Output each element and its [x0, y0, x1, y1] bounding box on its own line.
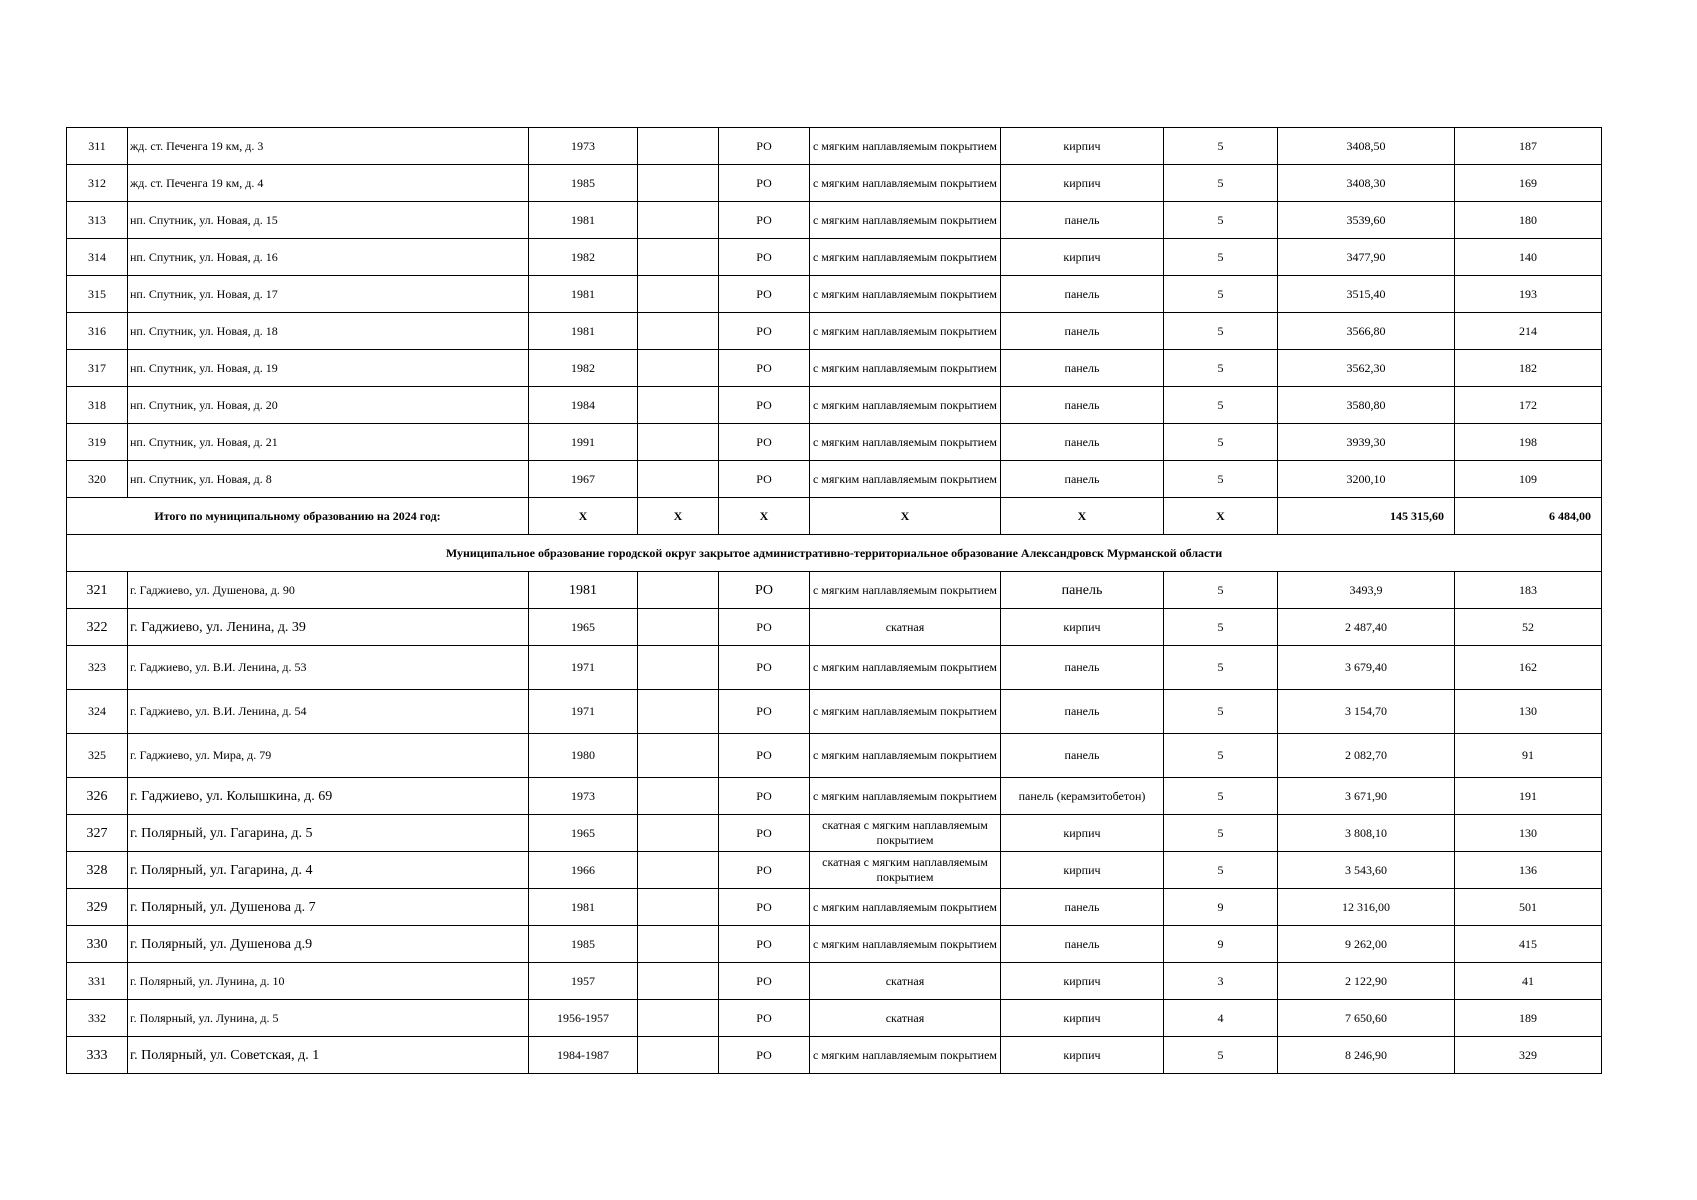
year-cell: 1981 [529, 313, 638, 350]
table-row [67, 609, 1602, 646]
roof-type-cell: с мягким наплавляемым покрытием [810, 202, 1001, 239]
table-row [67, 276, 1602, 313]
ownership-cell: РО [719, 778, 810, 815]
empty-cell [638, 609, 719, 646]
table-row [67, 778, 1602, 815]
area-cell: 3200,10 [1278, 461, 1455, 498]
table-row [67, 165, 1602, 202]
wall-material-cell: панель [1001, 572, 1164, 609]
row-number-cell: 332 [67, 1000, 128, 1037]
total-roof-cell: X [810, 498, 1001, 535]
row-number-cell: 316 [67, 313, 128, 350]
area-cell: 2 082,70 [1278, 734, 1455, 778]
year-cell: 1981 [529, 276, 638, 313]
total-label: Итого по муниципальному образованию на 2024 год: [67, 498, 529, 535]
year-cell: 1965 [529, 815, 638, 852]
table-row [67, 461, 1602, 498]
wall-material-cell: кирпич [1001, 852, 1164, 889]
residents-cell: 41 [1455, 963, 1602, 1000]
address-cell: нп. Спутник, ул. Новая, д. 21 [128, 424, 529, 461]
table-row [67, 815, 1602, 852]
address-cell: г. Полярный, ул. Гагарина, д. 5 [128, 815, 529, 852]
row-number-cell: 325 [67, 734, 128, 778]
ownership-cell: РО [719, 313, 810, 350]
floors-cell: 5 [1164, 815, 1278, 852]
address-cell: нп. Спутник, ул. Новая, д. 16 [128, 239, 529, 276]
wall-material-cell: панель [1001, 276, 1164, 313]
empty-cell [638, 350, 719, 387]
empty-cell [638, 239, 719, 276]
address-cell: г. Полярный, ул. Советская, д. 1 [128, 1037, 529, 1074]
table-row [67, 239, 1602, 276]
ownership-cell: РО [719, 734, 810, 778]
area-cell: 3 154,70 [1278, 690, 1455, 734]
year-cell: 1973 [529, 778, 638, 815]
empty-cell [638, 572, 719, 609]
roof-type-cell: с мягким наплавляемым покрытием [810, 350, 1001, 387]
year-cell: 1965 [529, 609, 638, 646]
roof-type-cell: с мягким наплавляемым покрытием [810, 572, 1001, 609]
roof-type-cell: с мягким наплавляемым покрытием [810, 690, 1001, 734]
table-row [67, 889, 1602, 926]
row-number-cell: 326 [67, 778, 128, 815]
table-row [67, 424, 1602, 461]
residents-cell: 189 [1455, 1000, 1602, 1037]
residents-cell: 182 [1455, 350, 1602, 387]
table-row [67, 926, 1602, 963]
roof-type-cell: с мягким наплавляемым покрытием [810, 165, 1001, 202]
wall-material-cell: кирпич [1001, 128, 1164, 165]
section-title: Муниципальное образование городской округ закрытое административно-территориальное образование Александровск Мурманской области [67, 535, 1602, 572]
ownership-cell: РО [719, 926, 810, 963]
total-area-cell: 145 315,60 [1278, 498, 1455, 535]
wall-material-cell: кирпич [1001, 165, 1164, 202]
empty-cell [638, 778, 719, 815]
roof-type-cell: с мягким наплавляемым покрытием [810, 734, 1001, 778]
floors-cell: 5 [1164, 572, 1278, 609]
table-total-section [67, 498, 1602, 572]
empty-cell [638, 424, 719, 461]
table-row [67, 646, 1602, 690]
year-cell: 1982 [529, 350, 638, 387]
empty-cell [638, 734, 719, 778]
table-row [67, 313, 1602, 350]
row-number-cell: 313 [67, 202, 128, 239]
address-cell: г. Полярный, ул. Лунина, д. 10 [128, 963, 529, 1000]
roof-type-cell: скатная с мягким наплавляемым покрытием [810, 815, 1001, 852]
address-cell: г. Полярный, ул. Гагарина, д. 4 [128, 852, 529, 889]
wall-material-cell: панель [1001, 646, 1164, 690]
ownership-cell: РО [719, 815, 810, 852]
residents-cell: 130 [1455, 690, 1602, 734]
year-cell: 1984-1987 [529, 1037, 638, 1074]
wall-material-cell: панель [1001, 734, 1164, 778]
table-row [67, 572, 1602, 609]
year-cell: 1981 [529, 889, 638, 926]
year-cell: 1980 [529, 734, 638, 778]
floors-cell: 5 [1164, 165, 1278, 202]
roof-type-cell: с мягким наплавляемым покрытием [810, 461, 1001, 498]
year-cell: 1967 [529, 461, 638, 498]
roof-type-cell: с мягким наплавляемым покрытием [810, 1037, 1001, 1074]
address-cell: г. Полярный, ул. Лунина, д. 5 [128, 1000, 529, 1037]
wall-material-cell: панель [1001, 461, 1164, 498]
empty-cell [638, 963, 719, 1000]
roof-type-cell: с мягким наплавляемым покрытием [810, 889, 1001, 926]
row-number-cell: 312 [67, 165, 128, 202]
address-cell: нп. Спутник, ул. Новая, д. 17 [128, 276, 529, 313]
row-number-cell: 311 [67, 128, 128, 165]
wall-material-cell: кирпич [1001, 1000, 1164, 1037]
empty-cell [638, 387, 719, 424]
wall-material-cell: кирпич [1001, 963, 1164, 1000]
ownership-cell: РО [719, 609, 810, 646]
total-wall-cell: X [1001, 498, 1164, 535]
row-number-cell: 317 [67, 350, 128, 387]
housing-register-table [66, 127, 1602, 1074]
row-number-cell: 320 [67, 461, 128, 498]
row-number-cell: 314 [67, 239, 128, 276]
row-number-cell: 322 [67, 609, 128, 646]
ownership-cell: РО [719, 690, 810, 734]
empty-cell [638, 926, 719, 963]
empty-cell [638, 128, 719, 165]
empty-cell [638, 646, 719, 690]
empty-cell [638, 815, 719, 852]
residents-cell: 187 [1455, 128, 1602, 165]
area-cell: 8 246,90 [1278, 1037, 1455, 1074]
ownership-cell: РО [719, 461, 810, 498]
empty-cell [638, 852, 719, 889]
ownership-cell: РО [719, 852, 810, 889]
floors-cell: 4 [1164, 1000, 1278, 1037]
residents-cell: 162 [1455, 646, 1602, 690]
year-cell: 1984 [529, 387, 638, 424]
empty-cell [638, 313, 719, 350]
area-cell: 3562,30 [1278, 350, 1455, 387]
table-section-part-1 [67, 128, 1602, 498]
floors-cell: 9 [1164, 926, 1278, 963]
roof-type-cell: с мягким наплавляемым покрытием [810, 424, 1001, 461]
floors-cell: 5 [1164, 239, 1278, 276]
residents-cell: 130 [1455, 815, 1602, 852]
row-number-cell: 315 [67, 276, 128, 313]
floors-cell: 5 [1164, 350, 1278, 387]
area-cell: 3580,80 [1278, 387, 1455, 424]
empty-cell [638, 202, 719, 239]
floors-cell: 5 [1164, 778, 1278, 815]
wall-material-cell: панель [1001, 202, 1164, 239]
floors-cell: 5 [1164, 461, 1278, 498]
wall-material-cell: панель [1001, 313, 1164, 350]
floors-cell: 5 [1164, 609, 1278, 646]
roof-type-cell: с мягким наплавляемым покрытием [810, 276, 1001, 313]
residents-cell: 169 [1455, 165, 1602, 202]
residents-cell: 415 [1455, 926, 1602, 963]
area-cell: 3 808,10 [1278, 815, 1455, 852]
year-cell: 1971 [529, 690, 638, 734]
roof-type-cell: скатная [810, 609, 1001, 646]
total-blank-cell: X [638, 498, 719, 535]
section-header-row [67, 535, 1602, 572]
empty-cell [638, 461, 719, 498]
year-cell: 1971 [529, 646, 638, 690]
floors-cell: 5 [1164, 202, 1278, 239]
row-number-cell: 328 [67, 852, 128, 889]
row-number-cell: 319 [67, 424, 128, 461]
ownership-cell: РО [719, 276, 810, 313]
floors-cell: 5 [1164, 646, 1278, 690]
area-cell: 2 487,40 [1278, 609, 1455, 646]
residents-cell: 501 [1455, 889, 1602, 926]
residents-cell: 193 [1455, 276, 1602, 313]
row-number-cell: 318 [67, 387, 128, 424]
wall-material-cell: кирпич [1001, 1037, 1164, 1074]
table-row [67, 128, 1602, 165]
floors-cell: 5 [1164, 128, 1278, 165]
year-cell: 1985 [529, 165, 638, 202]
floors-cell: 9 [1164, 889, 1278, 926]
ownership-cell: РО [719, 1037, 810, 1074]
residents-cell: 52 [1455, 609, 1602, 646]
row-number-cell: 331 [67, 963, 128, 1000]
table-row [67, 690, 1602, 734]
area-cell: 3566,80 [1278, 313, 1455, 350]
year-cell: 1981 [529, 572, 638, 609]
row-number-cell: 333 [67, 1037, 128, 1074]
roof-type-cell: с мягким наплавляемым покрытием [810, 239, 1001, 276]
table-row [67, 1000, 1602, 1037]
roof-type-cell: с мягким наплавляемым покрытием [810, 646, 1001, 690]
table-section-part-2 [67, 572, 1602, 1074]
residents-cell: 198 [1455, 424, 1602, 461]
ownership-cell: РО [719, 963, 810, 1000]
wall-material-cell: панель [1001, 387, 1164, 424]
year-cell: 1981 [529, 202, 638, 239]
area-cell: 3493,9 [1278, 572, 1455, 609]
roof-type-cell: с мягким наплавляемым покрытием [810, 313, 1001, 350]
floors-cell: 5 [1164, 852, 1278, 889]
year-cell: 1956-1957 [529, 1000, 638, 1037]
empty-cell [638, 690, 719, 734]
ownership-cell: РО [719, 350, 810, 387]
address-cell: нп. Спутник, ул. Новая, д. 20 [128, 387, 529, 424]
area-cell: 7 650,60 [1278, 1000, 1455, 1037]
address-cell: г. Полярный, ул. Душенова д.9 [128, 926, 529, 963]
floors-cell: 5 [1164, 387, 1278, 424]
total-floors-cell: X [1164, 498, 1278, 535]
year-cell: 1991 [529, 424, 638, 461]
floors-cell: 5 [1164, 1037, 1278, 1074]
residents-cell: 329 [1455, 1037, 1602, 1074]
wall-material-cell: кирпич [1001, 815, 1164, 852]
total-year-cell: X [529, 498, 638, 535]
roof-type-cell: с мягким наплавляемым покрытием [810, 778, 1001, 815]
area-cell: 3408,30 [1278, 165, 1455, 202]
table-row [67, 350, 1602, 387]
row-number-cell: 329 [67, 889, 128, 926]
roof-type-cell: с мягким наплавляемым покрытием [810, 387, 1001, 424]
area-cell: 3 543,60 [1278, 852, 1455, 889]
ownership-cell: РО [719, 572, 810, 609]
empty-cell [638, 889, 719, 926]
row-number-cell: 321 [67, 572, 128, 609]
year-cell: 1973 [529, 128, 638, 165]
address-cell: нп. Спутник, ул. Новая, д. 15 [128, 202, 529, 239]
wall-material-cell: панель (керамзитобетон) [1001, 778, 1164, 815]
area-cell: 3408,50 [1278, 128, 1455, 165]
roof-type-cell: скатная [810, 1000, 1001, 1037]
residents-cell: 183 [1455, 572, 1602, 609]
ownership-cell: РО [719, 889, 810, 926]
floors-cell: 5 [1164, 424, 1278, 461]
ownership-cell: РО [719, 165, 810, 202]
row-number-cell: 330 [67, 926, 128, 963]
ownership-cell: РО [719, 1000, 810, 1037]
residents-cell: 109 [1455, 461, 1602, 498]
address-cell: г. Гаджиево, ул. Душенова, д. 90 [128, 572, 529, 609]
residents-cell: 180 [1455, 202, 1602, 239]
area-cell: 9 262,00 [1278, 926, 1455, 963]
table-row [67, 734, 1602, 778]
area-cell: 3 679,40 [1278, 646, 1455, 690]
area-cell: 3939,30 [1278, 424, 1455, 461]
ownership-cell: РО [719, 128, 810, 165]
row-number-cell: 324 [67, 690, 128, 734]
residents-cell: 191 [1455, 778, 1602, 815]
total-ownership-cell: X [719, 498, 810, 535]
empty-cell [638, 276, 719, 313]
area-cell: 12 316,00 [1278, 889, 1455, 926]
roof-type-cell: скатная [810, 963, 1001, 1000]
roof-type-cell: с мягким наплавляемым покрытием [810, 128, 1001, 165]
address-cell: жд. ст. Печенга 19 км, д. 4 [128, 165, 529, 202]
address-cell: жд. ст. Печенга 19 км, д. 3 [128, 128, 529, 165]
address-cell: нп. Спутник, ул. Новая, д. 19 [128, 350, 529, 387]
year-cell: 1966 [529, 852, 638, 889]
wall-material-cell: кирпич [1001, 609, 1164, 646]
row-number-cell: 327 [67, 815, 128, 852]
table-row [67, 387, 1602, 424]
table-row [67, 963, 1602, 1000]
address-cell: г. Полярный, ул. Душенова д. 7 [128, 889, 529, 926]
row-number-cell: 323 [67, 646, 128, 690]
area-cell: 3 671,90 [1278, 778, 1455, 815]
year-cell: 1957 [529, 963, 638, 1000]
empty-cell [638, 1000, 719, 1037]
ownership-cell: РО [719, 646, 810, 690]
year-cell: 1985 [529, 926, 638, 963]
residents-cell: 214 [1455, 313, 1602, 350]
address-cell: нп. Спутник, ул. Новая, д. 8 [128, 461, 529, 498]
table-row [67, 202, 1602, 239]
total-row [67, 498, 1602, 535]
floors-cell: 5 [1164, 313, 1278, 350]
floors-cell: 5 [1164, 690, 1278, 734]
wall-material-cell: панель [1001, 350, 1164, 387]
wall-material-cell: панель [1001, 424, 1164, 461]
residents-cell: 140 [1455, 239, 1602, 276]
total-residents-cell: 6 484,00 [1455, 498, 1602, 535]
area-cell: 2 122,90 [1278, 963, 1455, 1000]
wall-material-cell: панель [1001, 926, 1164, 963]
area-cell: 3477,90 [1278, 239, 1455, 276]
residents-cell: 136 [1455, 852, 1602, 889]
address-cell: г. Гаджиево, ул. Мира, д. 79 [128, 734, 529, 778]
ownership-cell: РО [719, 424, 810, 461]
roof-type-cell: скатная с мягким наплавляемым покрытием [810, 852, 1001, 889]
ownership-cell: РО [719, 202, 810, 239]
wall-material-cell: панель [1001, 690, 1164, 734]
area-cell: 3539,60 [1278, 202, 1455, 239]
wall-material-cell: панель [1001, 889, 1164, 926]
wall-material-cell: кирпич [1001, 239, 1164, 276]
floors-cell: 5 [1164, 734, 1278, 778]
floors-cell: 5 [1164, 276, 1278, 313]
address-cell: г. Гаджиево, ул. В.И. Ленина, д. 53 [128, 646, 529, 690]
residents-cell: 172 [1455, 387, 1602, 424]
roof-type-cell: с мягким наплавляемым покрытием [810, 926, 1001, 963]
year-cell: 1982 [529, 239, 638, 276]
ownership-cell: РО [719, 239, 810, 276]
floors-cell: 3 [1164, 963, 1278, 1000]
address-cell: г. Гаджиево, ул. Колышкина, д. 69 [128, 778, 529, 815]
empty-cell [638, 1037, 719, 1074]
area-cell: 3515,40 [1278, 276, 1455, 313]
address-cell: г. Гаджиево, ул. В.И. Ленина, д. 54 [128, 690, 529, 734]
ownership-cell: РО [719, 387, 810, 424]
table-row [67, 1037, 1602, 1074]
empty-cell [638, 165, 719, 202]
table-row [67, 852, 1602, 889]
residents-cell: 91 [1455, 734, 1602, 778]
address-cell: г. Гаджиево, ул. Ленина, д. 39 [128, 609, 529, 646]
address-cell: нп. Спутник, ул. Новая, д. 18 [128, 313, 529, 350]
